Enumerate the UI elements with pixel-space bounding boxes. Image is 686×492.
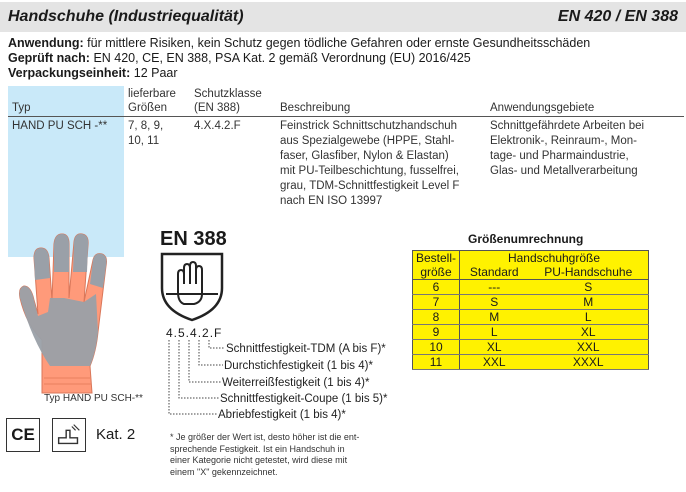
head-standard: Standard	[460, 265, 529, 280]
standard-title: EN 420 / EN 388	[557, 8, 678, 25]
size-head-row	[413, 265, 649, 280]
cell-standard: M	[460, 310, 529, 325]
legend-item: Abriebfestigkeit (1 bis 4)*	[218, 409, 346, 421]
geprueft-text: EN 420, CE, EN 388, PSA Kat. 2 gemäß Verordnung (EU) 2016/425	[93, 51, 471, 65]
cell-class: 4.X.4.2.F	[194, 120, 241, 132]
legend-item: Weiterreißfestigkeit (1 bis 4)*	[222, 377, 370, 389]
cell-application: Schnittgefährdete Arbeiten bei Elektronik-, Reinraum-, Mon- tage- und Pharmaindustrie, Glas- und Metallverarbeitung	[490, 120, 645, 177]
page-title: Handschuhe (Industriequalität)	[8, 8, 244, 25]
legend-item: Durchstichfestigkeit (1 bis 4)*	[224, 360, 373, 372]
head-group: Handschuhgröße	[507, 251, 601, 265]
info-anwendung	[8, 36, 590, 50]
table-row	[413, 295, 649, 310]
cell-order: 8	[413, 310, 460, 325]
header-application: Anwendungsgebiete	[486, 86, 684, 117]
cell-standard: S	[460, 295, 529, 310]
kat-label: Kat. 2	[96, 426, 136, 443]
table-row	[413, 310, 649, 325]
table-row	[413, 280, 649, 295]
cell-standard: ---	[460, 280, 529, 295]
anwendung-text: für mittlere Risiken, kein Schutz gegen tödliche Gefahren oder ernste Gesundheitsschäden	[87, 36, 591, 50]
footnote: * Je größer der Wert ist, desto höher ist die ent- sprechende Festigkeit. Ist ein Handschuh in einer Kategorie nicht getestet, wird diese mit einem "X" gekennzeichnet.	[170, 432, 360, 477]
header-class: Schutzklasse (EN 388)	[190, 86, 276, 117]
cell-order: 7	[413, 295, 460, 310]
ce-mark: CE	[6, 418, 40, 452]
cell-order: 10	[413, 340, 460, 355]
en388-title: EN 388	[160, 228, 227, 250]
info-verpackung	[8, 66, 178, 80]
cell-type: HAND PU SCH -**	[8, 117, 124, 257]
legend-item: Schnittfestigkeit-TDM (A bis F)*	[226, 343, 386, 355]
size-head-row	[413, 251, 649, 266]
geprueft-label: Geprüft nach:	[8, 51, 90, 65]
title-bar	[0, 2, 686, 32]
cell-pu: S	[528, 280, 648, 295]
head-order-2: größe	[413, 265, 460, 280]
info-geprueft	[8, 51, 471, 65]
cell-order: 6	[413, 280, 460, 295]
glove-caption: Typ HAND PU SCH-**	[44, 393, 143, 404]
cell-order: 11	[413, 355, 460, 370]
header-type: Typ	[8, 86, 124, 117]
cell-standard: XL	[460, 340, 529, 355]
glove-image	[4, 228, 154, 398]
header-description: Beschreibung	[276, 86, 486, 117]
head-order: Bestell-	[413, 251, 460, 266]
cell-standard: XXL	[460, 355, 529, 370]
cell-pu: XL	[528, 325, 648, 340]
hand-protection-icon	[52, 418, 86, 452]
legend-item: Schnittfestigkeit-Coupe (1 bis 5)*	[220, 393, 388, 405]
size-conversion-table	[412, 250, 649, 370]
cell-description: Feinstrick Schnittschutzhandschuh aus Spezialgewebe (HPPE, Stahl- faser, Glasfiber, Nylon & Elastan) mit PU-Teilbeschichtung, fusselfrei, grau, TDM-Schnittfestigkeit Level F nach EN ISO 13997	[280, 120, 460, 207]
header-sizes: lieferbare Größen	[124, 86, 190, 117]
en388-shield-icon	[158, 250, 226, 322]
cell-sizes: 7, 8, 9, 10, 11	[128, 120, 164, 147]
head-pu: PU-Handschuhe	[528, 265, 648, 280]
cell-pu: L	[528, 310, 648, 325]
size-conversion-title: Größenumrechnung	[468, 232, 584, 246]
table-row	[413, 355, 649, 370]
en388-code: 4.5.4.2.F	[166, 326, 223, 340]
verpackung-text: 12 Paar	[133, 66, 178, 80]
cell-pu: M	[528, 295, 648, 310]
table-row	[413, 325, 649, 340]
cell-pu: XXL	[528, 340, 648, 355]
anwendung-label: Anwendung:	[8, 36, 84, 50]
table-row	[413, 340, 649, 355]
cell-pu: XXXL	[528, 355, 648, 370]
cell-standard: L	[460, 325, 529, 340]
cell-order: 9	[413, 325, 460, 340]
spec-header-row	[8, 86, 684, 117]
verpackung-label: Verpackungseinheit:	[8, 66, 131, 80]
